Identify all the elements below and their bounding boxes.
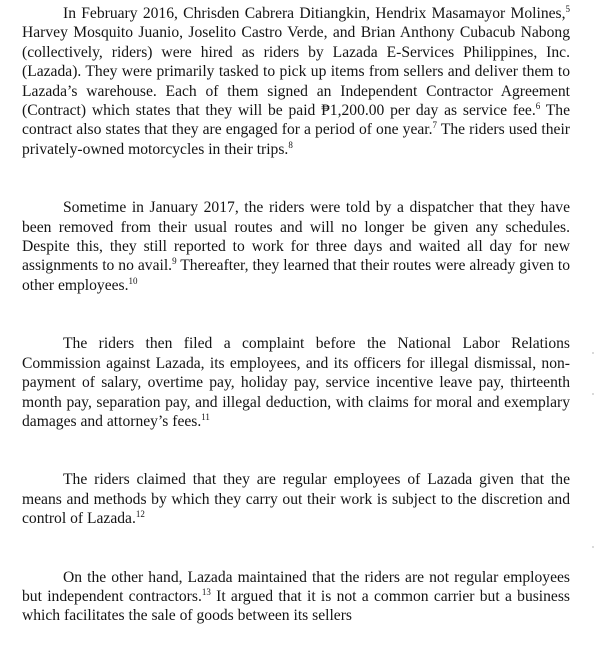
paragraph-text: Harvey Mosquito Juanio, Joselito Castro Verde, and Brian Anthony Cubacub Nabong (collectively, riders) were hired as riders by Lazada E-Services Philippines, Inc. (Lazada). They were primarily tasked to pick up items from sellers and deliver them to Lazada’s warehouse. Each of them signed an Independent Contractor Agreement (Contract) which states that they will be paid ₱1,200.00 per day as service fee. [22,24,570,120]
paragraph-text: The contract also states that they are engaged for a period of one year. [22,102,570,139]
paragraph-1 [22,4,570,159]
footnote-ref-8: 8 [288,139,293,150]
paragraph-5 [22,568,570,626]
footnote-ref-11: 11 [201,411,210,422]
paragraph-text: Sometime in January 2017, the riders were told by a dispatcher that they have been removed from their usual routes and will no longer be given any schedules. Despite this, they still reported to work for three days and waited all day for new assignments to no avail. [22,199,570,275]
paragraph-text: In February 2016, Chrisden Cabrera Ditiangkin, Hendrix Masamayor Molines, [63,5,566,22]
paragraph-4 [22,470,570,528]
scan-speck [592,352,594,354]
document-page [22,4,570,626]
paragraph-3 [22,334,570,431]
footnote-ref-9: 9 [172,256,177,267]
scan-speck [592,393,594,395]
footnote-ref-6: 6 [535,101,541,112]
paragraph-text: It argued that it is not a common carrier but a business which facilitates the sale of goods between its sellers [22,587,570,625]
footnote-ref-13: 13 [201,586,211,597]
footnote-ref-12: 12 [135,509,145,520]
paragraph-text: The riders then filed a complaint before the National Labor Relations Commission against Lazada, its employees, and its officers for illegal dismissal, non-payment of salary, overtime pay, holiday pay, service incentive leave pay, thirteenth month pay, separation pay, and illegal deduction, with claims for moral and exemplary damages and attorney’s fees. [22,335,570,430]
paragraph-text: The riders used their privately-owned motorcycles in their trips. [22,121,570,158]
paragraph-text: On the other hand, Lazada maintained that the riders are not regular employees but independent contractors. [22,568,570,605]
footnote-ref-7: 7 [432,120,438,131]
paragraph-2 [22,198,570,295]
paragraph-text: The riders claimed that they are regular employees of Lazada given that the means and methods by which they carry out their work is subject to the discretion and control of Lazada. [22,471,570,528]
scan-speck [592,546,594,548]
footnote-ref-10: 10 [128,275,138,286]
footnote-ref-5: 5 [565,4,570,14]
paragraph-text: Thereafter, they learned that their routes were already given to other employees. [22,257,570,294]
